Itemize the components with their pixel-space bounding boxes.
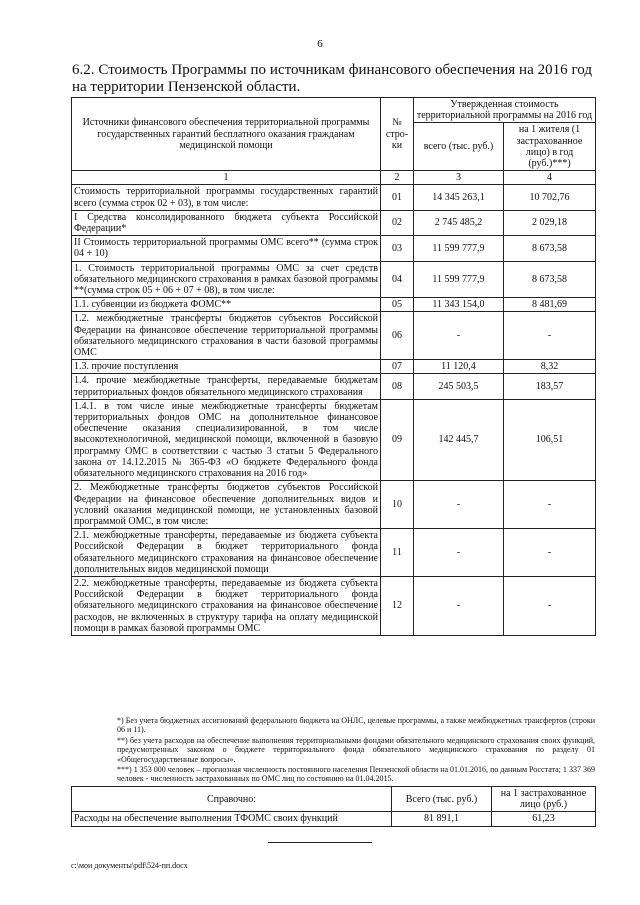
row-per-person: 8,32 [504, 360, 596, 374]
reference-row-total: 81 891,1 [392, 812, 492, 826]
row-per-person: - [504, 529, 596, 577]
table-row [72, 360, 596, 374]
row-number: 11 [381, 529, 414, 577]
row-per-person: 10 702,76 [504, 185, 596, 210]
page-number: 6 [317, 38, 323, 50]
header-row-number: № стро-ки [381, 98, 414, 171]
table-row [72, 399, 596, 480]
row-total: 11 599 777,9 [414, 236, 504, 261]
row-number: 07 [381, 360, 414, 374]
row-per-person: 8 481,69 [504, 298, 596, 312]
row-total: 245 503,5 [414, 374, 504, 399]
row-per-person: 106,51 [504, 399, 596, 480]
row-description: 2. Межбюджетные трансферты бюджетов субъектов Российской Федерации на финансовое обеспечение дополнительных видов и условий оказания медицинской помощи, не установленных базовой программой ОМС, в том числе: [72, 481, 381, 529]
row-number: 06 [381, 312, 414, 360]
row-number: 01 [381, 185, 414, 210]
row-total: 11 120,4 [414, 360, 504, 374]
footnote: **) без учета расходов на обеспечение выполнения территориальными фондами обязательного медицинского страхования своих функций, предусмотренных законом о бюджете территориального фонда обязательного медицинского страхования по разделу 01 «Общегосударственные вопросы». [117, 735, 595, 764]
table-row [72, 481, 596, 529]
reference-table [71, 786, 596, 827]
footnote: ***) 1 353 000 человек – прогнозная численность постоянного населения Пензенской области на 01.01.2016, по данным Росстата; 1 337 369 человек - численность застрахованных по ОМС лиц по состоянию на 01.04.2015. [117, 765, 595, 784]
row-total: 142 445,7 [414, 399, 504, 480]
footnotes [71, 716, 595, 785]
table-row [72, 374, 596, 399]
row-total: 11 599 777,9 [414, 261, 504, 298]
header-approved-cost: Утвержденная стоимость территориальной программы на 2016 год [414, 98, 596, 123]
row-description: 1.4.1. в том числе иные межбюджетные трансферты бюджетам территориальных фондов ОМС на дополнительное финансовое обеспечение оказания специализированной, в том числе высокотехнологичной, медицинской помощи, включенной в базовую программу ОМС в соответствии с частью 3 статьи 5 Федерального закона от 14.12.2015 № 365-ФЗ «О бюджете Федерального фонда обязательного медицинского страхования на 2016 год» [72, 399, 381, 480]
reference-label: Справочно: [72, 787, 392, 812]
reference-row-label: Расходы на обеспечение выполнения ТФОМС своих функций [72, 812, 392, 826]
reference-per-header: на 1 застрахованное лицо (руб.) [492, 787, 596, 812]
row-description: 2.2. межбюджетные трансферты, передаваемые из бюджета субъекта Российской Федерации в бюджет территориального фонда обязательного медицинского страхования на финансовое обеспечение расходов, не включенных в структуру тарифа на оплату медицинской помощи в рамках базовой программы ОМС [72, 576, 381, 635]
row-total: 14 345 263,1 [414, 185, 504, 210]
row-per-person: 8 673,58 [504, 261, 596, 298]
row-description: II Стоимость территориальной программы ОМС всего** (сумма строк 04 + 10) [72, 236, 381, 261]
row-total: - [414, 529, 504, 577]
cost-table [71, 97, 596, 636]
table-row [72, 261, 596, 298]
row-total: - [414, 576, 504, 635]
row-number: 02 [381, 210, 414, 235]
column-number: 1 [72, 171, 381, 185]
row-description: Стоимость территориальной программы государственных гарантий всего (сумма строк 02 + 03), в том числе: [72, 185, 381, 210]
footnote: *) Без учета бюджетных ассигнований федерального бюджета на ОНЛС, целевые программы, а также межбюджетных трансфертов (строки 06 и 11). [117, 716, 595, 735]
section-title: 6.2. Стоимость Программы по источникам финансового обеспечения на 2016 год на территории Пензенской области. [72, 62, 592, 95]
reference-total-header: Всего (тыс. руб.) [392, 787, 492, 812]
header-total: всего (тыс. руб.) [414, 123, 504, 171]
row-number: 05 [381, 298, 414, 312]
header-per-person: на 1 жителя (1 застрахованное лицо) в год (руб.)***) [504, 123, 596, 171]
row-description: 2.1. межбюджетные трансферты, передаваемые из бюджета субъекта Российской Федерации в бюджет территориального фонда обязательного медицинского страхования на финансовое обеспечение дополнительных видов медицинской помощи [72, 529, 381, 577]
row-number: 10 [381, 481, 414, 529]
reference-row-per: 61,23 [492, 812, 596, 826]
row-number: 09 [381, 399, 414, 480]
divider [268, 842, 372, 843]
table-row [72, 312, 596, 360]
row-description: 1.1. субвенции из бюджета ФОМС** [72, 298, 381, 312]
row-description: 1.2. межбюджетные трансферты бюджетов субъектов Российской Федерации на финансовое обеспечение территориальной программы обязательного медицинского страхования в части базовой программы ОМС [72, 312, 381, 360]
row-total: 11 343 154,0 [414, 298, 504, 312]
column-number: 4 [504, 171, 596, 185]
row-number: 08 [381, 374, 414, 399]
column-number: 3 [414, 171, 504, 185]
row-per-person: 183,57 [504, 374, 596, 399]
row-per-person: 8 673,58 [504, 236, 596, 261]
table-row [72, 529, 596, 577]
footer-file-path: c:\мои документы\pdf\524-пп.docx [71, 861, 188, 870]
row-number: 04 [381, 261, 414, 298]
row-number: 12 [381, 576, 414, 635]
row-per-person: 2 029,18 [504, 210, 596, 235]
header-source: Источники финансового обеспечения территориальной программы государственных гарантий бесплатного оказания гражданам медицинской помощи [72, 98, 381, 171]
row-description: 1. Стоимость территориальной программы ОМС за счет средств обязательного медицинского страхования в рамках базовой программы **(сумма строк 05 + 06 + 07 + 08), в том числе: [72, 261, 381, 298]
row-per-person: - [504, 312, 596, 360]
table-row [72, 812, 596, 826]
row-per-person: - [504, 481, 596, 529]
row-total: - [414, 312, 504, 360]
table-row [72, 236, 596, 261]
row-total: - [414, 481, 504, 529]
row-total: 2 745 485,2 [414, 210, 504, 235]
row-description: 1.3. прочие поступления [72, 360, 381, 374]
row-number: 03 [381, 236, 414, 261]
table-row [72, 185, 596, 210]
table-row [72, 298, 596, 312]
table-row [72, 576, 596, 635]
row-per-person: - [504, 576, 596, 635]
row-description: 1.4. прочие межбюджетные трансферты, передаваемые бюджетам территориальных фондов обязательного медицинского страхования [72, 374, 381, 399]
column-number: 2 [381, 171, 414, 185]
table-row [72, 210, 596, 235]
row-description: I Средства консолидированного бюджета субъекта Российской Федерации* [72, 210, 381, 235]
